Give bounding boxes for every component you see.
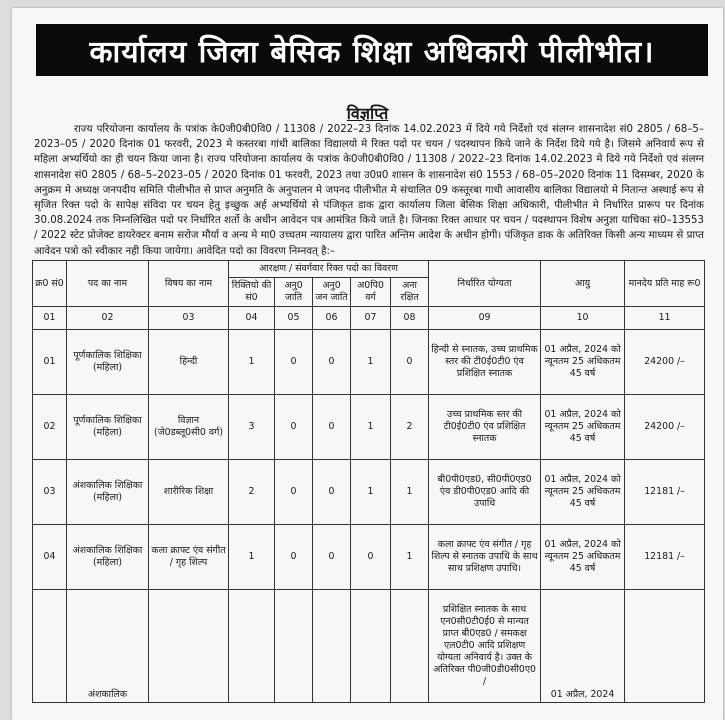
table-row — [33, 590, 705, 703]
cell-qualification: हिन्दी से स्नातक, उच्च प्राथमिक स्तर की टी0ई0टी0 एंव प्रशिक्षित स्नातक — [429, 330, 541, 395]
cell-obc — [351, 590, 391, 703]
cell-age: 01 अप्रैल, 2024 — [541, 590, 625, 703]
header-subject: विषय का नाम — [149, 261, 229, 307]
column-number: 10 — [541, 307, 625, 330]
notice-paragraph: राज्य परियोजना कार्यालय के पत्रांक के0जी0बी0वि0 / 11308 / 2022–23 दिनांक 14.02.2023 में दिये गये निर्देशो एवं संलग्न शासनादेश सं0 2805 / 68–5–2023–05 / 2020 दिनांक 01 फरवरी, 2023 मे कस्तरबा गांधी बालिका विद्यालयो मे रिक्त पदो पर चयन / पदस्थापन किये जाने के निर्देश दिये गये है। जिसमे अनिवार्य रूप से महिला अभ्यर्थियो का ही चयन किया जाना है। राज्य परियोजना कार्यालय के पत्रांक के0जी0बी0वि0 / 11308 / 2022–23 दिनांक 14.02.2023 मे दिये गये निर्देशो एवं संलग्न शासनादेश सं0 2805 / 68–5–2023–05 / 2020 दिनांक 01 फरवरी, 2023 तथा उ0प्र0 शासन के शासनादेश सं0 1553 / 68–05–2020 दिनांक 11 दिसम्बर, 2020 के अनुक्रम मे अध्यक्ष जनपदीय समिति पीलीभीत से प्राप्त अनुमति के अनुपालन मे जपनद पीलीभीत मे संचालित 09 कस्तूरबा गाधी आवासीय बालिका विद्यालयो मे नितान्त अस्थाई रूप से सृजित रिक्त पदो के सापेक्ष संविदा पर चयन हेतु इच्छुक अर्ह अभ्यर्थियो से पंजिकृत डाक द्वारा कार्यालय जिला बेसिक शिक्षा अधिकारी, पीलीभीत मे निर्धारित प्रारूप पर दिनांक 30.08.2024 तक निम्नलिखित पदो पर निर्धारित शर्तो के अधीन आवेदन पत्र आमंत्रित किये जाते है। जिनका रिक्त आधार पर चयन / पदस्थापन विशेष अनुज्ञा याचिका सं0–13553 / 2022 स्टेट प्रोजेक्ट डायरेक्टर बनाम सरोज मौर्या व अन्य मे मा0 उच्चतम न्यायालय द्वारा पारित अन्तिम आदेश के अधीन होगी। पंजिकृत डाक के अतिरिक्त किसी अन्य माध्यम से प्राप्त आवेदन पत्रो को स्वीकार नही किया जायेगा। आवेदित पदो का विवरण निम्नवत् है:– — [34, 124, 704, 257]
cell-gen: 1 — [391, 460, 429, 525]
table-row — [33, 330, 705, 395]
header-obc: अ0पि0 वर्ग — [351, 278, 391, 307]
cell-st: 0 — [313, 330, 351, 395]
header-reservation-group: आरक्षण / संवर्गवार रिक्त पदो का विवरण — [229, 261, 429, 278]
cell-obc: 0 — [351, 525, 391, 590]
cell-st: 0 — [313, 395, 351, 460]
office-title: कार्यालय जिला बेसिक शिक्षा अधिकारी पीलीभीत। — [89, 34, 655, 70]
cell-sno: 02 — [33, 395, 67, 460]
column-number: 03 — [149, 307, 229, 330]
cell-age: 01 अप्रैल, 2024 को न्यूनतम 25 अधिकतम 45 वर्ष — [541, 525, 625, 590]
column-number: 04 — [229, 307, 275, 330]
cell-age: 01 अप्रैल, 2024 को न्यूनतम 25 अधिकतम 45 वर्ष — [541, 395, 625, 460]
cell-age: 01 अप्रैल, 2024 को न्यूनतम 25 अधिकतम 45 वर्ष — [541, 330, 625, 395]
cell-qualification: प्रशिक्षित स्नातक के साथ एन0सी0टी0ई0 से मान्यत प्राप्त बी0एड0 / समकक्ष एल0टी0 आदि प्रशिक्षण योग्यता अनिवार्य है। उक्त के अतिरिक्त पी0जी0डी0सी0ए0 / — [429, 590, 541, 703]
header-salary: मानदेय प्रति माह रू0 — [625, 261, 705, 307]
column-number: 02 — [67, 307, 149, 330]
header-st: अनु0 जन जाति — [313, 278, 351, 307]
cell-gen: 1 — [391, 525, 429, 590]
cell-subject — [149, 590, 229, 703]
notice-title: विज्ञप्ति — [346, 104, 389, 123]
cell-qualification: बी0पी0एड0, सी0पी0एड0 एंव डी0पी0एड0 आदि की उपाधि — [429, 460, 541, 525]
cell-subject: शारीरिक शिक्षा — [149, 460, 229, 525]
cell-obc: 1 — [351, 460, 391, 525]
cell-subject: हिन्दी — [149, 330, 229, 395]
column-number: 08 — [391, 307, 429, 330]
cell-sc: 0 — [275, 525, 313, 590]
column-number: 11 — [625, 307, 705, 330]
cell-subject: विज्ञान (जे0डब्लू0सी0 वर्ग) — [149, 395, 229, 460]
cell-post: अंशकालिक — [67, 590, 149, 703]
table-row — [33, 460, 705, 525]
header-gen: अना रक्षित — [391, 278, 429, 307]
cell-gen: 2 — [391, 395, 429, 460]
cell-st: 0 — [313, 460, 351, 525]
cell-sc — [275, 590, 313, 703]
cell-vacant — [229, 590, 275, 703]
table-row — [33, 525, 705, 590]
cell-gen: 0 — [391, 330, 429, 395]
cell-qualification: कला क्राफ्ट एंव संगीत / गृह शिल्प से स्नातक उपाधि के साथ साथ प्रशिक्षण उपाधि। — [429, 525, 541, 590]
cell-post: अंशकालिक शिक्षिका (महिला) — [67, 525, 149, 590]
header-age: आयु — [541, 261, 625, 307]
cell-st — [313, 590, 351, 703]
cell-obc: 1 — [351, 330, 391, 395]
cell-sno — [33, 590, 67, 703]
cell-sc: 0 — [275, 460, 313, 525]
cell-post: अंशकालिक शिक्षिका (महिला) — [67, 460, 149, 525]
column-number: 01 — [33, 307, 67, 330]
cell-age: 01 अप्रैल, 2024 को न्यूनतम 25 अधिकतम 45 वर्ष — [541, 460, 625, 525]
cell-sno: 04 — [33, 525, 67, 590]
column-number: 07 — [351, 307, 391, 330]
column-number-row — [33, 307, 705, 330]
office-banner — [36, 24, 708, 76]
cell-post: पूर्णकालिक शिक्षिका (महिला) — [67, 330, 149, 395]
header-vacant: रिक्तियो की सं0 — [229, 278, 275, 307]
cell-salary: 12181 /– — [625, 525, 705, 590]
header-qualification: निर्धारित योग्यता — [429, 261, 541, 307]
cell-vacant: 1 — [229, 330, 275, 395]
cell-salary: 12181 /– — [625, 460, 705, 525]
notice-body — [34, 122, 704, 259]
cell-gen — [391, 590, 429, 703]
header-post: पद का नाम — [67, 261, 149, 307]
cell-sc: 0 — [275, 330, 313, 395]
cell-subject: कला क्राफ्ट एंव संगीत / गृह शिल्प — [149, 525, 229, 590]
header-sno: क्र0 सं0 — [33, 261, 67, 307]
cell-vacant: 3 — [229, 395, 275, 460]
cell-obc: 1 — [351, 395, 391, 460]
vacancy-table — [32, 260, 705, 703]
cell-post: पूर्णकालिक शिक्षिका (महिला) — [67, 395, 149, 460]
cell-qualification: उच्च प्राथमिक स्तर की टी0ई0टी0 एंव प्रशिक्षित स्नातक — [429, 395, 541, 460]
cell-salary: 24200 /– — [625, 395, 705, 460]
header-sc: अनु0 जाति — [275, 278, 313, 307]
cell-sno: 03 — [33, 460, 67, 525]
cell-salary: 24200 /– — [625, 330, 705, 395]
table-row — [33, 395, 705, 460]
column-number: 09 — [429, 307, 541, 330]
document-page — [12, 8, 723, 720]
cell-vacant: 2 — [229, 460, 275, 525]
cell-sno: 01 — [33, 330, 67, 395]
cell-vacant: 1 — [229, 525, 275, 590]
cell-salary — [625, 590, 705, 703]
column-number: 06 — [313, 307, 351, 330]
cell-sc: 0 — [275, 395, 313, 460]
column-number: 05 — [275, 307, 313, 330]
cell-st: 0 — [313, 525, 351, 590]
